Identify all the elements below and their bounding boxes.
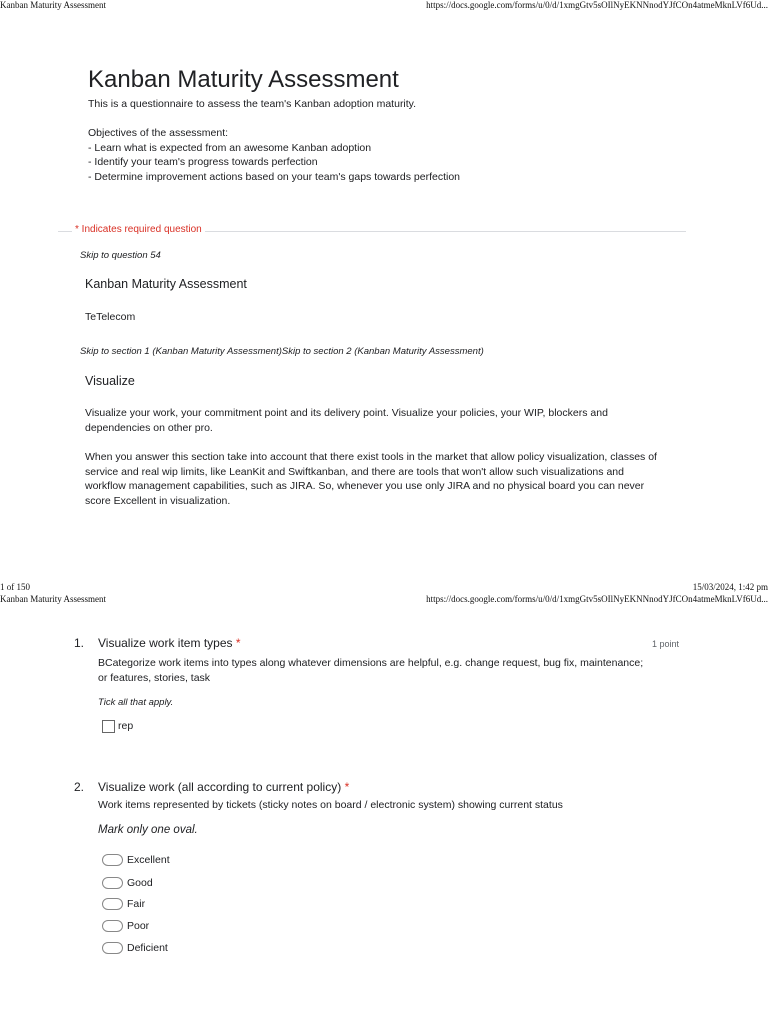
radio-oval[interactable] — [102, 877, 123, 889]
question-title-text: Visualize work item types — [98, 636, 233, 650]
option-label: Poor — [127, 920, 150, 932]
visualize-paragraph-line: When you answer this section take into account that there exist tools in the market that allow policy visualization, classes of — [85, 451, 657, 463]
radio-option-poor[interactable] — [102, 919, 149, 933]
question-description-line: or features, stories, task — [98, 671, 211, 684]
question-title-text: Visualize work (all according to current policy) — [98, 780, 342, 794]
option-label: rep — [118, 720, 134, 732]
radio-oval[interactable] — [102, 942, 123, 954]
radio-option-excellent[interactable] — [102, 853, 170, 867]
question-description-line: BCategorize work items into types along whatever dimensions are helpful, e.g. change request, bug fix, maintenance; — [98, 657, 644, 669]
visualize-paragraph-line: service and real wip limits, like LeanKit and Swiftkanban, and there are tools that won't allow such visualizations and — [85, 465, 624, 478]
visualize-section-title: Visualize — [85, 374, 135, 388]
radio-oval[interactable] — [102, 854, 123, 866]
radio-option-deficient[interactable] — [102, 941, 168, 955]
radio-option-fair[interactable] — [102, 897, 145, 911]
print-header-title: Kanban Maturity Assessment — [0, 594, 106, 604]
visualize-paragraph-line: dependencies on other pro. — [85, 421, 213, 434]
required-asterisk: * — [235, 636, 241, 650]
required-note: * Indicates required question — [72, 224, 205, 235]
checkbox-option[interactable] — [102, 719, 133, 733]
team-name: TeTelecom — [85, 311, 136, 323]
objective-item: - Determine improvement actions based on your team's gaps towards perfection — [88, 170, 461, 183]
print-header-url: https://docs.google.com/forms/u/0/d/1xmgGtv5sOIlNyEKNNnodYJfCOn4atmeMknLVf6Ud... — [426, 0, 768, 10]
section-title: Kanban Maturity Assessment — [85, 277, 247, 291]
question-number: 2. — [74, 780, 85, 794]
objectives-heading: Objectives of the assessment: — [88, 127, 229, 139]
option-label: Fair — [127, 898, 146, 910]
radio-oval[interactable] — [102, 898, 123, 910]
option-label: Excellent — [127, 854, 170, 866]
page-count: 1 of 150 — [0, 582, 30, 592]
objective-item: - Identify your team's progress towards perfection — [88, 156, 318, 168]
question-title — [98, 636, 241, 650]
skip-to-question: Skip to question 54 — [80, 250, 161, 261]
visualize-paragraph-line: Visualize your work, your commitment point and its delivery point. Visualize your policies, your WIP, blockers and — [85, 407, 608, 419]
visualize-paragraph-line: score Excellent in visualization. — [85, 494, 231, 507]
question-title — [98, 780, 349, 794]
option-label: Good — [127, 876, 153, 889]
checkbox[interactable] — [102, 720, 115, 733]
print-header-url: https://docs.google.com/forms/u/0/d/1xmgGtv5sOIlNyEKNNnodYJfCOn4atmeMknLVf6Ud... — [426, 594, 768, 604]
print-timestamp: 15/03/2024, 1:42 pm — [692, 582, 768, 592]
visualize-paragraph-line: workflow management capabilities, such as JIRA. So, whenever you use only JIRA and no physical board you can never — [85, 480, 645, 492]
radio-option-good[interactable] — [102, 876, 153, 890]
question-hint: Tick all that apply. — [98, 697, 174, 708]
question-points: 1 point — [652, 639, 680, 649]
skip-to-sections: Skip to section 1 (Kanban Maturity Assessment)Skip to section 2 (Kanban Maturity Assessment) — [80, 346, 484, 357]
option-label: Deficient — [127, 942, 168, 954]
required-asterisk: * — [344, 780, 350, 794]
form-title: Kanban Maturity Assessment — [88, 66, 399, 93]
question-hint: Mark only one oval. — [98, 824, 198, 836]
question-number: 1. — [74, 636, 85, 650]
print-header-title: Kanban Maturity Assessment — [0, 0, 106, 10]
form-intro: This is a questionnaire to assess the team's Kanban adoption maturity. — [88, 98, 417, 110]
radio-oval[interactable] — [102, 920, 123, 932]
objective-item: - Learn what is expected from an awesome Kanban adoption — [88, 141, 372, 154]
question-description: Work items represented by tickets (sticky notes on board / electronic system) showing current status — [98, 799, 563, 811]
